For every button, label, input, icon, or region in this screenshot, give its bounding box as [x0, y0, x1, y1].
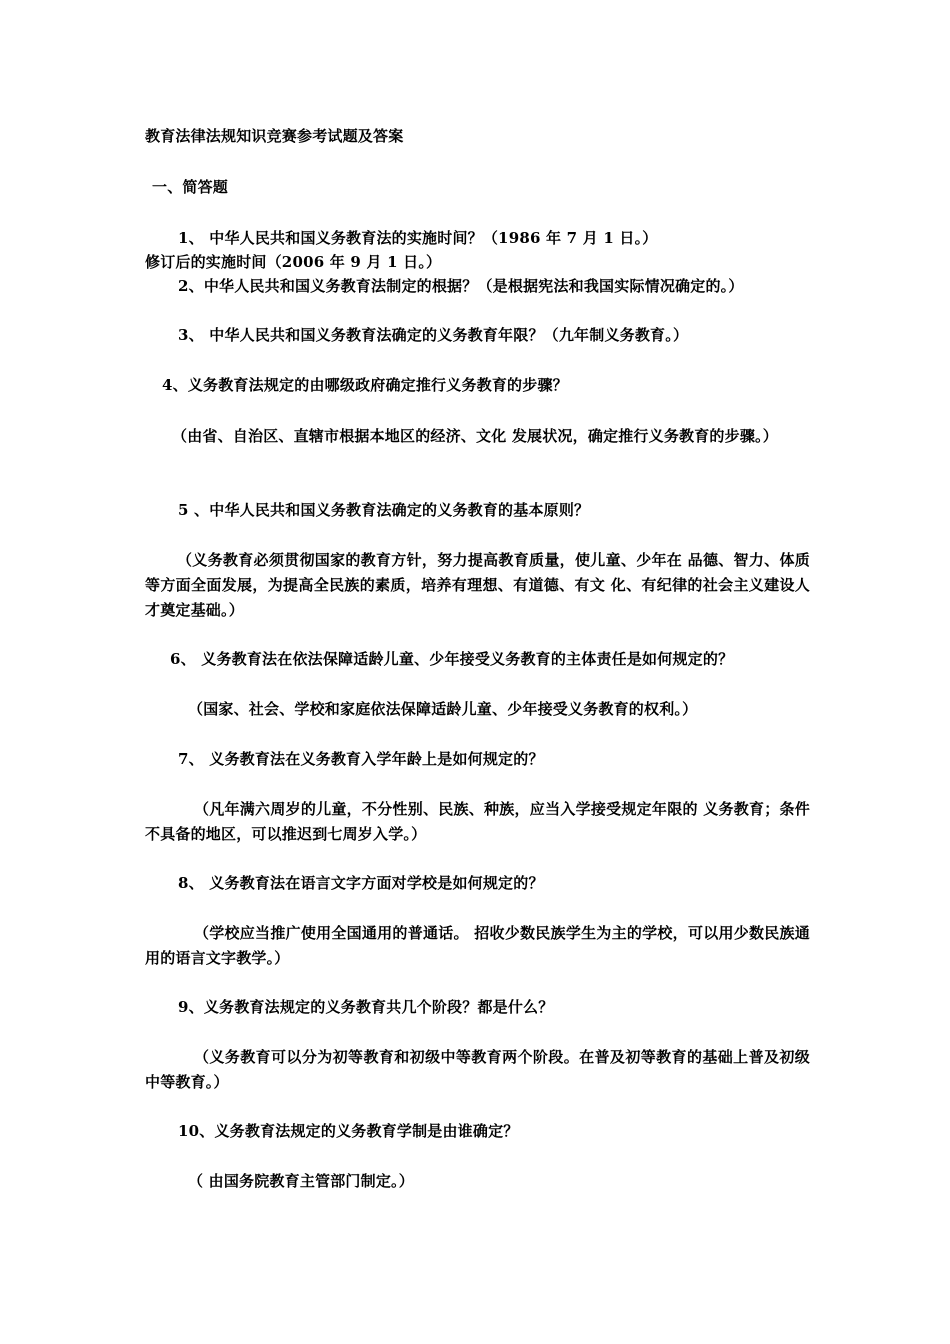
question-5: 5 、中华人民共和国义务教育法确定的义务教育的基本原则？ [178, 501, 590, 519]
answer-8: （学校应当推广使用全国通用的普通话。 招收少数民族学生为主的学校，可以用少数民族通用的语言文字教学。） [145, 924, 810, 967]
answer-4: （由省、自治区、直辖市根据本地区的经济、文化 发展状况，确定推行义务教育的步骤。） [172, 427, 778, 445]
answer-10: （ 由国务院教育主管部门制定。） [188, 1172, 414, 1190]
answer-9: （义务教育可以分为初等教育和初级中等教育两个阶段。在普及初等教育的基础上普及初级中等教育。） [145, 1048, 810, 1091]
question-6: 6、 义务教育法在依法保障适龄儿童、少年接受义务教育的主体责任是如何规定的？ [170, 650, 734, 668]
question-1: 1、 中华人民共和国义务教育法的实施时间？（1986 年 7 月 1 日。） [178, 229, 658, 247]
answer-6: （国家、社会、学校和家庭依法保障适龄儿童、少年接受义务教育的权利。） [188, 700, 698, 718]
question-9: 9、义务教育法规定的义务教育共几个阶段？都是什么？ [178, 998, 554, 1016]
answer-7: （凡年满六周岁的儿童，不分性别、民族、种族，应当入学接受规定年限的 义务教育；条件不具备的地区，可以推迟到七周岁入学。） [145, 800, 810, 843]
question-7: 7、 义务教育法在义务教育入学年龄上是如何规定的？ [178, 750, 544, 768]
section-heading: 一、简答题 [152, 178, 229, 196]
question-2: 2、中华人民共和国义务教育法制定的根据？（是根据宪法和我国实际情况确定的。） [178, 277, 744, 295]
question-4: 4、义务教育法规定的由哪级政府确定推行义务教育的步骤？ [162, 376, 568, 394]
answer-1-extra: 修订后的实施时间（2006 年 9 月 1 日。） [145, 253, 442, 271]
question-10: 10、义务教育法规定的义务教育学制是由谁确定？ [178, 1122, 519, 1140]
question-8: 8、 义务教育法在语言文字方面对学校是如何规定的？ [178, 874, 544, 892]
question-3: 3、 中华人民共和国义务教育法确定的义务教育年限？（九年制义务教育。） [178, 326, 689, 344]
answer-5: （义务教育必须贯彻国家的教育方针，努力提高教育质量，使儿童、少年在 品德、智力、体质等方面全面发展，为提高全民族的素质，培养有理想、有道德、有文 化、有纪律的社会主义建设人才奠定基础。） [145, 551, 810, 619]
document-title: 教育法律法规知识竞赛参考试题及答案 [145, 127, 404, 145]
